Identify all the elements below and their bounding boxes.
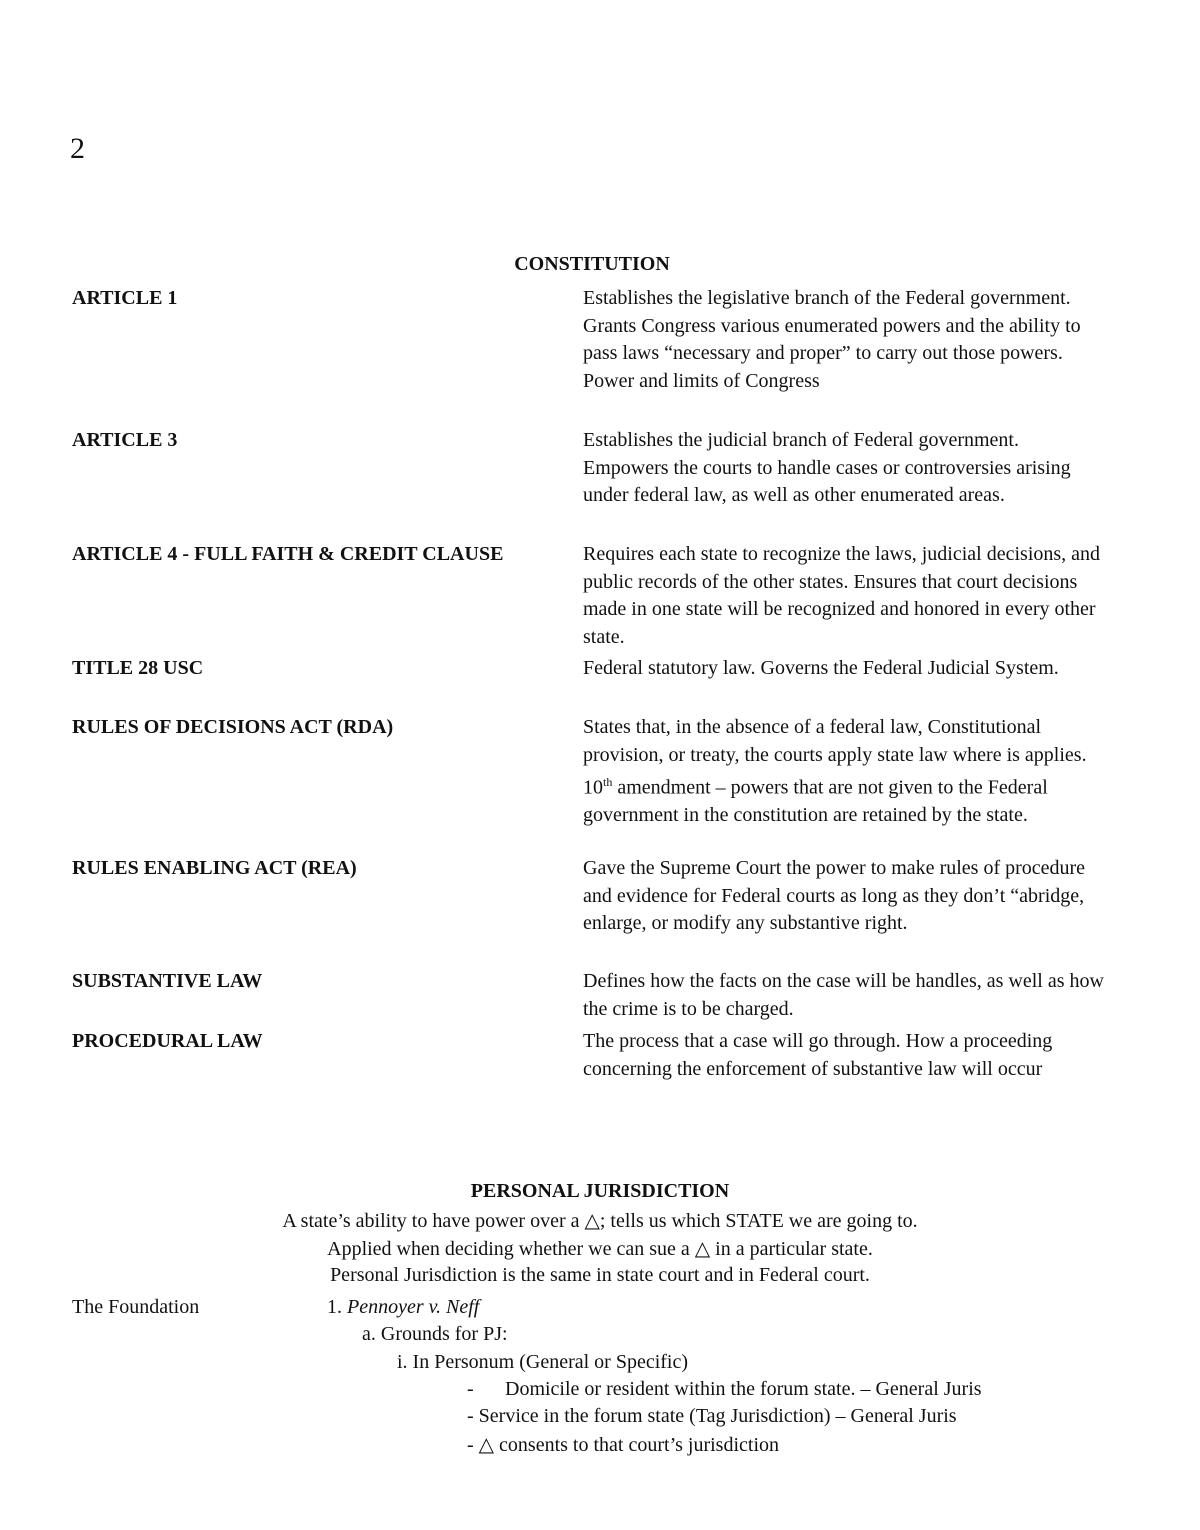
bullet-text: △ consents to that court’s jurisdiction xyxy=(478,1434,780,1456)
page-number: 2 xyxy=(70,132,85,165)
pj-intro-line-1: A state’s ability to have power over a △; tells us which STATE we are going to. xyxy=(282,1210,918,1232)
term-article-1: ARTICLE 1 xyxy=(72,287,178,309)
definition-rda xyxy=(583,714,1108,830)
definition-rda-pre: States that, in the absence of a federal law, Constitutional provision, or treaty, the courts apply state law where is applies. 10 xyxy=(583,716,1087,799)
constitution-title: CONSTITUTION xyxy=(514,253,670,275)
term-procedural-law: PROCEDURAL LAW xyxy=(72,1030,263,1052)
pj-intro-line-3: Personal Jurisdiction is the same in state court and in Federal court. xyxy=(330,1264,870,1286)
bullet-item xyxy=(467,1405,957,1428)
term-title-28: TITLE 28 USC xyxy=(72,657,204,679)
definition-rea: Gave the Supreme Court the power to make rules of procedure and evidence for Federal courts as long as they don’t “abridge, enlarge, or modify any substantive right. xyxy=(583,857,1086,934)
bullet-dash: - xyxy=(467,1405,474,1427)
in-personam-heading: i. In Personum (General or Specific) xyxy=(397,1351,689,1373)
term-substantive-law: SUBSTANTIVE LAW xyxy=(72,970,263,992)
bullet-dash: - xyxy=(467,1378,474,1400)
foundation-label: The Foundation xyxy=(72,1296,200,1318)
grounds-heading: a. Grounds for PJ: xyxy=(362,1323,508,1345)
bullet-text: Domicile or resident within the forum state. – General Juris xyxy=(505,1378,982,1400)
bullet-dash: - xyxy=(467,1434,474,1456)
case-number: 1. xyxy=(327,1296,347,1318)
term-rea: RULES ENABLING ACT (REA) xyxy=(72,857,357,879)
definition-substantive-law: Defines how the facts on the case will be handles, as well as how the crime is to be charged. xyxy=(583,970,1104,1020)
definition-article-3: Establishes the judicial branch of Federal government. Empowers the courts to handle cases or controversies arising under federal law, as well as other enumerated areas. xyxy=(583,429,1071,506)
personal-jurisdiction-title: PERSONAL JURISDICTION xyxy=(470,1180,730,1202)
definition-procedural-law: The process that a case will go through. How a proceeding concerning the enforcement of substantive law will occur xyxy=(583,1030,1053,1080)
definition-article-4: Requires each state to recognize the laws, judicial decisions, and public records of the other states. Ensures that court decisions made in one state will be recognized and honored in every other state. xyxy=(583,543,1101,648)
bullet-text: Service in the forum state (Tag Jurisdiction) – General Juris xyxy=(478,1405,957,1427)
bullet-item xyxy=(467,1432,779,1457)
term-article-4: ARTICLE 4 - FULL FAITH & CREDIT CLAUSE xyxy=(72,543,504,565)
definition-rda-sup: th xyxy=(603,775,613,789)
case-heading xyxy=(327,1296,479,1319)
pj-intro-line-2: Applied when deciding whether we can sue a △ in a particular state. xyxy=(327,1238,873,1260)
definition-article-1: Establishes the legislative branch of the Federal government. Grants Congress various enumerated powers and the ability to pass laws “necessary and proper” to carry out those powers. Power and limits of Congress xyxy=(583,287,1081,392)
term-rda: RULES OF DECISIONS ACT (RDA) xyxy=(72,716,394,738)
definition-title-28: Federal statutory law. Governs the Federal Judicial System. xyxy=(583,657,1059,679)
bullet-item xyxy=(467,1378,982,1401)
term-article-3: ARTICLE 3 xyxy=(72,429,178,451)
definition-rda-post: amendment – powers that are not given to the Federal government in the constitution are retained by the state. xyxy=(583,776,1048,827)
case-name: Pennoyer v. Neff xyxy=(347,1296,480,1318)
